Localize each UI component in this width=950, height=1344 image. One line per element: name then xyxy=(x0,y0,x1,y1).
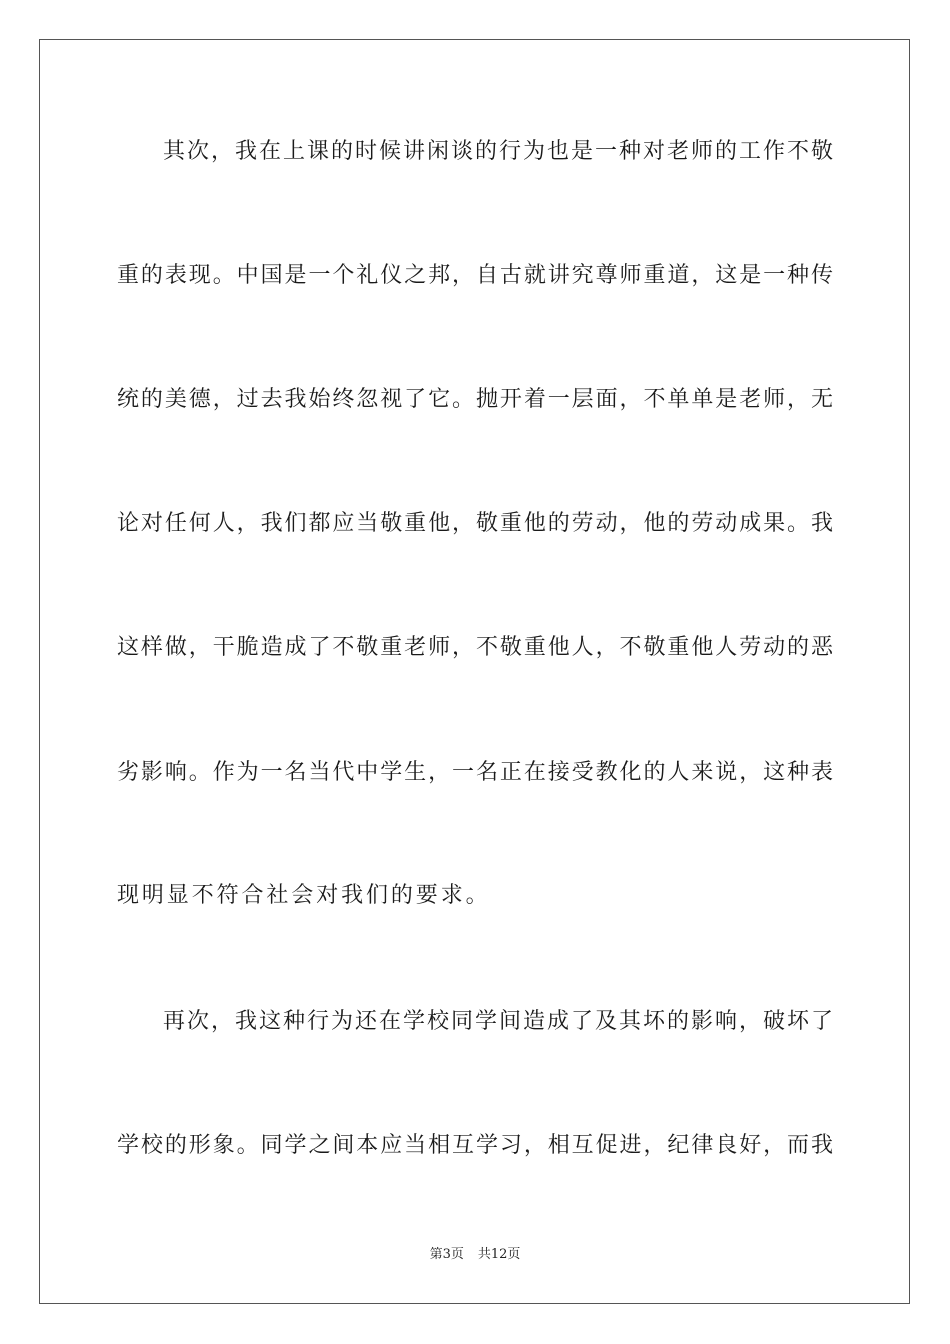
page-number: 第3页 xyxy=(429,1247,464,1262)
paragraph-1-line-6: 劣影响。作为一名当代中学生，一名正在接受教化的人来说，这种表 xyxy=(117,760,833,785)
paragraph-1-line-3: 统的美德，过去我始终忽视了它。抛开着一层面，不单单是老师，无 xyxy=(117,387,833,412)
paragraph-1-line-2: 重的表现。中国是一个礼仪之邦，自古就讲究尊师重道，这是一种传 xyxy=(117,263,833,288)
paragraph-1-line-4: 论对任何人，我们都应当敬重他，敬重他的劳动，他的劳动成果。我 xyxy=(117,511,833,536)
paragraph-1-line-5: 这样做，干脆造成了不敬重老师，不敬重他人，不敬重他人劳动的恶 xyxy=(117,635,833,660)
paragraph-2-line-2: 学校的形象。同学之间本应当相互学习，相互促进，纪律良好，而我 xyxy=(117,1133,833,1158)
page-total: 共12页 xyxy=(477,1247,521,1262)
page-border xyxy=(39,39,910,1304)
page-footer xyxy=(0,1246,950,1264)
paragraph-1-line-7: 现明显不符合社会对我们的要求。 xyxy=(117,883,491,908)
paragraph-2-line-1: 再次，我这种行为还在学校同学间造成了及其坏的影响，破坏了 xyxy=(163,1009,833,1034)
paragraph-1-line-1: 其次，我在上课的时候讲闲谈的行为也是一种对老师的工作不敬 xyxy=(163,139,833,164)
